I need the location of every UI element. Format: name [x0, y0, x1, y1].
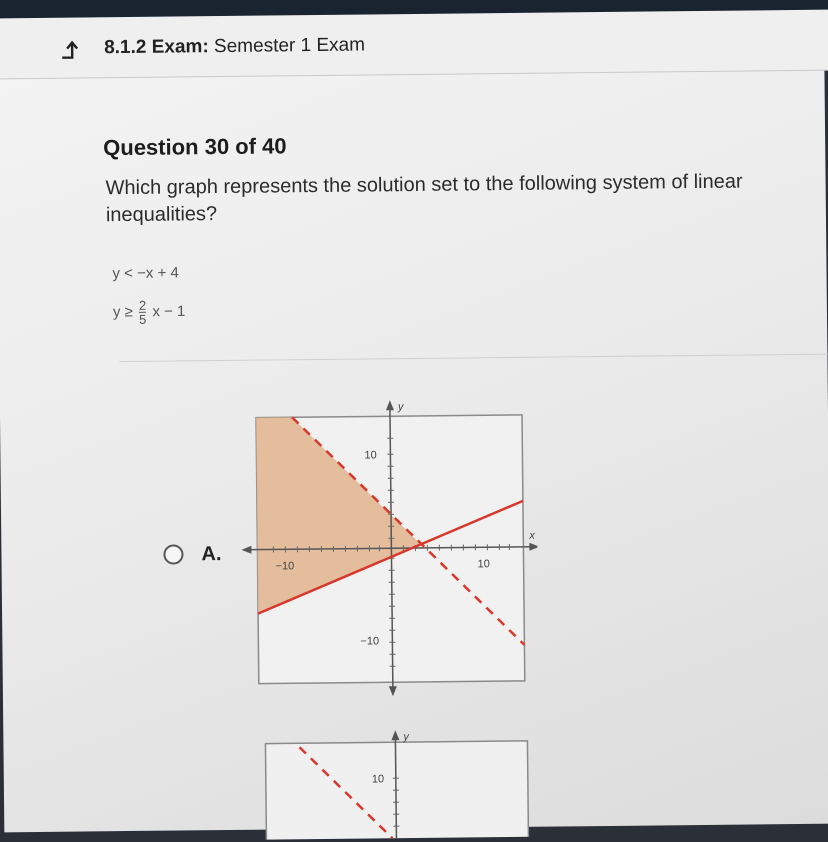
- y-axis-arrow-up: [391, 730, 399, 740]
- lesson-number: 8.1.2: [104, 37, 146, 58]
- choice-a-graph[interactable]: [236, 397, 539, 700]
- y-axis-arrow-down: [389, 686, 397, 696]
- inequality-2-lhs: y ≥: [113, 303, 133, 320]
- question-title: Question 30 of 40: [103, 133, 287, 161]
- header-bar: [0, 10, 828, 80]
- x-axis-arrow-left: [241, 546, 251, 554]
- inequality-2: [113, 298, 186, 326]
- x-axis-label: x: [528, 530, 535, 542]
- fraction-denominator: 5: [139, 312, 146, 326]
- tick-label-x-neg-10: −10: [276, 560, 295, 572]
- inequality-1: y < −x + 4: [112, 264, 178, 282]
- y-axis-arrow-up: [386, 400, 394, 410]
- tick-label-y-10: 10: [372, 773, 384, 785]
- tick-label-y-neg-10: −10: [360, 635, 379, 647]
- fraction: [139, 299, 147, 326]
- exam-name: Semester 1 Exam: [214, 34, 365, 57]
- tick-label-x-10: 10: [478, 558, 490, 570]
- question-prompt: Which graph represents the solution set to the following system of linear inequalities?: [105, 168, 806, 229]
- y-axis-label: y: [402, 731, 410, 743]
- back-arrow-icon[interactable]: [60, 39, 80, 59]
- x-axis-arrow-right: [529, 543, 539, 551]
- fraction-numerator: 2: [139, 298, 146, 313]
- y-axis-label: y: [397, 401, 405, 413]
- choice-a-letter[interactable]: A.: [201, 543, 221, 566]
- exam-label: Exam:: [152, 36, 209, 58]
- divider: [119, 354, 828, 363]
- choice-b-graph[interactable]: [251, 727, 542, 840]
- inequality-2-rhs: x − 1: [152, 303, 185, 320]
- choice-a-radio[interactable]: [163, 544, 183, 564]
- breadcrumb: [104, 34, 365, 59]
- tick-label-y-10: 10: [364, 449, 376, 461]
